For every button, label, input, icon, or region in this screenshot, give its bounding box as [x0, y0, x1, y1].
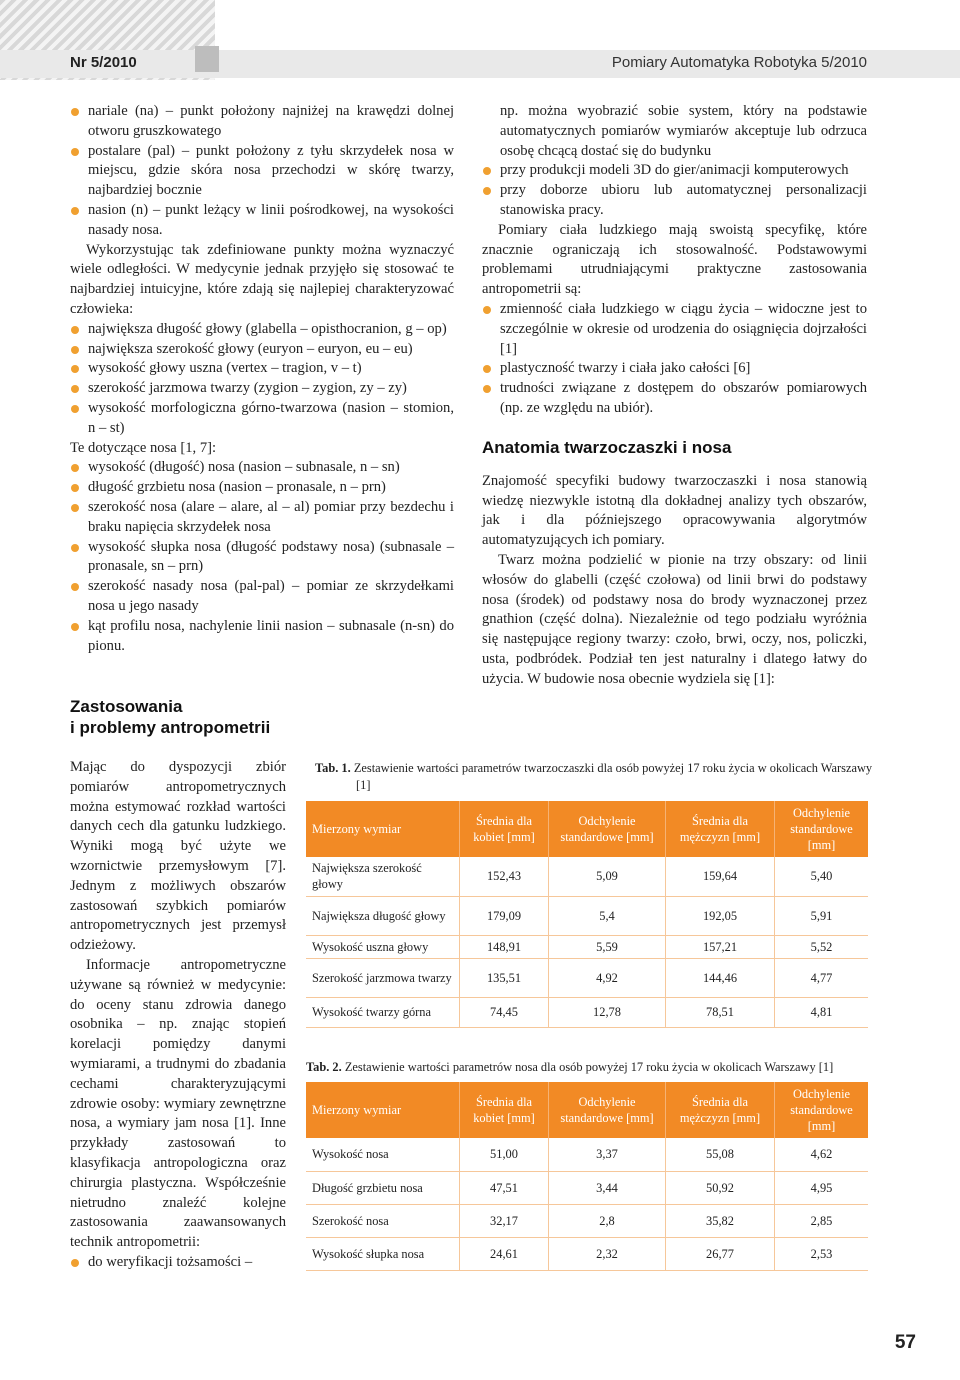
paragraph: np. można wyobrazić sobie system, który na podstawie automatycznych pomiarów wymiarów akceptuje lub odrzuca osobę chcącą dostać się do budynku — [500, 103, 867, 159]
table-cell: 2,85 — [775, 1204, 869, 1237]
header-logo-mark — [195, 46, 219, 72]
table-cell: 4,92 — [549, 958, 666, 997]
applications-list — [70, 1253, 286, 1273]
paragraph: Informacje antropometryczne używane są również w medycynie: do oceny stanu zdrowia danego osobnika – np. znając stopień korelacji pomiędzy danymi wymiarami, a trudnymi do zbadania cechami charakteryzującymi zdrowie osoby: wymiary zewnętrzne nosa, a wymiary jam nosa [1]. Inne przykłady zastosowań to klasyfikacja antropologiczna oraz chirurgia plastyczna. Współcześnie nietrudno znaleźć kolejne zastosowania zaawansowanych technik antropometrii: — [70, 956, 286, 1251]
table-cell: 50,92 — [666, 1171, 775, 1204]
table-row — [306, 1237, 868, 1270]
table-cell: 179,09 — [460, 896, 549, 935]
table-cell: 5,40 — [775, 857, 869, 896]
page-number: 57 — [894, 1332, 916, 1353]
applications-list-cont — [482, 161, 867, 220]
list-item: przy doborze ubioru lub automatycznej personalizacji stanowiska pracy. — [482, 181, 867, 221]
table-cell: Szerokość jarzmowa twarzy — [306, 958, 460, 997]
list-item: wysokość głowy uszna (vertex – tragion, v – t) — [70, 359, 454, 379]
page-header — [0, 0, 960, 82]
paragraph: Pomiary ciała ludzkiego mają swoistą specyfikę, które znacznie ograniczają ich stosowalność. Podstawowymi problemami utrudniającymi praktyczne zastosowania antropometrii są: — [482, 221, 867, 298]
table1-header: Mierzony wymiar — [306, 801, 460, 857]
table2-header: Odchylenie standardowe [mm] — [775, 1082, 869, 1138]
list-item: nariale (na) – punkt położony najniżej na krawędzi dolnej otworu gruszkowatego — [70, 102, 454, 142]
table2-header: Średnia dla kobiet [mm] — [460, 1082, 549, 1138]
list-item: postalare (pal) – punkt położony z tyłu skrzydełek nosa w miejscu, gdzie skóra nosa przechodzi w skórę twarzy, najbardziej bocznie — [70, 142, 454, 201]
table-cell: Szerokość nosa — [306, 1204, 460, 1237]
list-item: trudności związane z dostępem do obszarów pomiarowych (np. ze względu na ubiór). — [482, 379, 867, 419]
table-cell: 2,8 — [549, 1204, 666, 1237]
table-row — [306, 1138, 868, 1171]
issue-number: Nr 5/2010 — [70, 54, 137, 71]
list-item: wysokość (długość) nosa (nasion – subnasale, n – sn) — [70, 458, 454, 478]
table-cell: 5,59 — [549, 935, 666, 958]
table-cell: 4,95 — [775, 1171, 869, 1204]
list-item: największa długość głowy (glabella – opisthocranion, g – op) — [70, 320, 454, 340]
list-item: szerokość nasady nosa (pal-pal) – pomiar ze skrzydełkami nosa u jego nasady — [70, 577, 454, 617]
paragraph: Wykorzystując tak zdefiniowane punkty można wyznaczyć wiele odległości. W medycynie jednak przyjęło się stosować te najbardziej intuicyjne, które zdają się najlepiej charakteryzować człowieka: — [70, 241, 454, 317]
table2-caption-label: Tab. 2. — [306, 1060, 342, 1074]
table-cell: 5,09 — [549, 857, 666, 896]
table-cell: 5,4 — [549, 896, 666, 935]
table1-caption — [315, 760, 875, 794]
table-cell: 24,61 — [460, 1237, 549, 1270]
table2-header: Średnia dla mężczyzn [mm] — [666, 1082, 775, 1138]
table-cell: 135,51 — [460, 958, 549, 997]
table-cell: 74,45 — [460, 997, 549, 1027]
table-cell: 4,62 — [775, 1138, 869, 1171]
table1-caption-label: Tab. 1. — [315, 761, 351, 775]
paragraph: Te dotyczące nosa [1, 7]: — [70, 439, 217, 456]
table-row — [306, 896, 868, 935]
table-cell: 3,44 — [549, 1171, 666, 1204]
nose-measures-list — [70, 458, 454, 656]
table-cell: 35,82 — [666, 1204, 775, 1237]
table2-caption — [306, 1059, 886, 1076]
list-item: plastyczność twarzy i ciała jako całości [6] — [482, 359, 867, 379]
table-cell: 2,32 — [549, 1237, 666, 1270]
head-measures-list — [70, 320, 454, 439]
paragraph: Znajomość specyfiki budowy twarzoczaszki i nosa stanowią wiedzę niezwykle istotną dla dokładnej analizy tych obszarów, jak i dla późniejszego opracowywania algorytmów automatyzujących ich pomiary. — [482, 472, 867, 549]
left-column — [70, 102, 454, 656]
list-item: przy produkcji modeli 3D do gier/animacji komputerowych — [482, 161, 867, 181]
problems-list — [482, 300, 867, 419]
table-cell: Wysokość twarzy górna — [306, 997, 460, 1027]
table-cell: 2,53 — [775, 1237, 869, 1270]
table-cell: 5,91 — [775, 896, 869, 935]
table-cell: 159,64 — [666, 857, 775, 896]
table1-header: Odchylenie standardowe [mm] — [549, 801, 666, 857]
section-heading-applications: Zastosowania i problemy antropometrii — [70, 697, 271, 737]
left-narrow-column — [70, 758, 286, 1273]
table-cell: 157,21 — [666, 935, 775, 958]
table-cell: 32,17 — [460, 1204, 549, 1237]
table1-header: Odchylenie standardowe [mm] — [775, 801, 869, 857]
table2-caption-text: Zestawienie wartości parametrów nosa dla osób powyżej 17 roku życia w okolicach Warszawy [1] — [344, 1060, 834, 1074]
list-item: kąt profilu nosa, nachylenie linii nasion – subnasale (n-sn) do pionu. — [70, 617, 454, 657]
list-item: wysokość morfologiczna górno-twarzowa (nasion – stomion, n – st) — [70, 399, 454, 439]
list-item: nasion (n) – punkt leżący w linii pośrodkowej, na wysokości nasady nosa. — [70, 201, 454, 241]
table-row — [306, 997, 868, 1027]
table-row — [306, 1204, 868, 1237]
table-cell: 144,46 — [666, 958, 775, 997]
section-heading-anatomy: Anatomia twarzoczaszki i nosa — [482, 437, 732, 457]
table-cell: 3,37 — [549, 1138, 666, 1171]
table-row — [306, 935, 868, 958]
table-cell: Wysokość nosa — [306, 1138, 460, 1171]
table-cell: 78,51 — [666, 997, 775, 1027]
table-cell: Największa szerokość głowy — [306, 857, 460, 896]
nose-points-list — [70, 102, 454, 241]
list-item: długość grzbietu nosa (nasion – pronasale, n – prn) — [70, 478, 454, 498]
paragraph: Mając do dyspozycji zbiór pomiarów antropometrycznych można estymować rozkład wartości danych cech dla gatunku ludzkiego. Wyniki mogą być użyte we wzornictwie przemysłowym [7]. Jednym z możliwych obszarów zastosowań szybkich pomiarów antropometrycznych jest przemysł odzieżowy. — [70, 759, 286, 954]
table2 — [306, 1082, 868, 1271]
list-item: szerokość jarzmowa twarzy (zygion – zygion, zy – zy) — [70, 379, 454, 399]
table-cell: Wysokość uszna głowy — [306, 935, 460, 958]
table1-header: Średnia dla kobiet [mm] — [460, 801, 549, 857]
table-cell: 192,05 — [666, 896, 775, 935]
table-cell: 5,52 — [775, 935, 869, 958]
table-cell: 26,77 — [666, 1237, 775, 1270]
table-cell: Długość grzbietu nosa — [306, 1171, 460, 1204]
paragraph: Twarz można podzielić w pionie na trzy obszary: od linii włosów do glabelli (część czołowa) od linii brwi do podstawy nosa (środek) od podstawy nosa do brody wyznaczonej przez gnathion (część dolna). Niezależnie od tego podziału wyróżnia się następujące regiony twarzy: czoło, brwi, oczy, nos, policzki, usta, podbródek. Podział ten jest naturalny i dlatego łatwy do użycia. W budowie nosa obecnie wydziela się [1]: — [482, 551, 867, 687]
table-cell: 55,08 — [666, 1138, 775, 1171]
list-item: zmienność ciała ludzkiego w ciągu życia – widoczne jest to szczególnie w okresie od urodzenia do osiągnięcia dojrzałości [1] — [482, 300, 867, 359]
table2-header: Mierzony wymiar — [306, 1082, 460, 1138]
table-row — [306, 958, 868, 997]
table-cell: 51,00 — [460, 1138, 549, 1171]
journal-title: Pomiary Automatyka Robotyka 5/2010 — [611, 54, 867, 71]
table1-header: Średnia dla mężczyzn [mm] — [666, 801, 775, 857]
table-cell: 47,51 — [460, 1171, 549, 1204]
table-cell: Wysokość słupka nosa — [306, 1237, 460, 1270]
table-cell: 152,43 — [460, 857, 549, 896]
table-cell: 12,78 — [549, 997, 666, 1027]
table-cell: 148,91 — [460, 935, 549, 958]
list-item: wysokość słupka nosa (długość podstawy nosa) (subnasale – pronasale, sn – prn) — [70, 538, 454, 578]
table-cell: Największa długość głowy — [306, 896, 460, 935]
table-row — [306, 857, 868, 896]
table-row — [306, 1171, 868, 1204]
table2-header: Odchylenie standardowe [mm] — [549, 1082, 666, 1138]
table1-caption-text: Zestawienie wartości parametrów twarzoczaszki dla osób powyżej 17 roku życia w okolicach Warszawy [1] — [353, 761, 873, 792]
right-column — [482, 102, 867, 690]
table-cell: 4,81 — [775, 997, 869, 1027]
table-cell: 4,77 — [775, 958, 869, 997]
list-item: do weryfikacji tożsamości – — [70, 1253, 286, 1273]
list-item: szerokość nosa (alare – alare, al – al) pomiar przy bezdechu i braku napięcia skrzydełek nosa — [70, 498, 454, 538]
list-item: największa szerokość głowy (euryon – euryon, eu – eu) — [70, 340, 454, 360]
table1 — [306, 801, 868, 1028]
